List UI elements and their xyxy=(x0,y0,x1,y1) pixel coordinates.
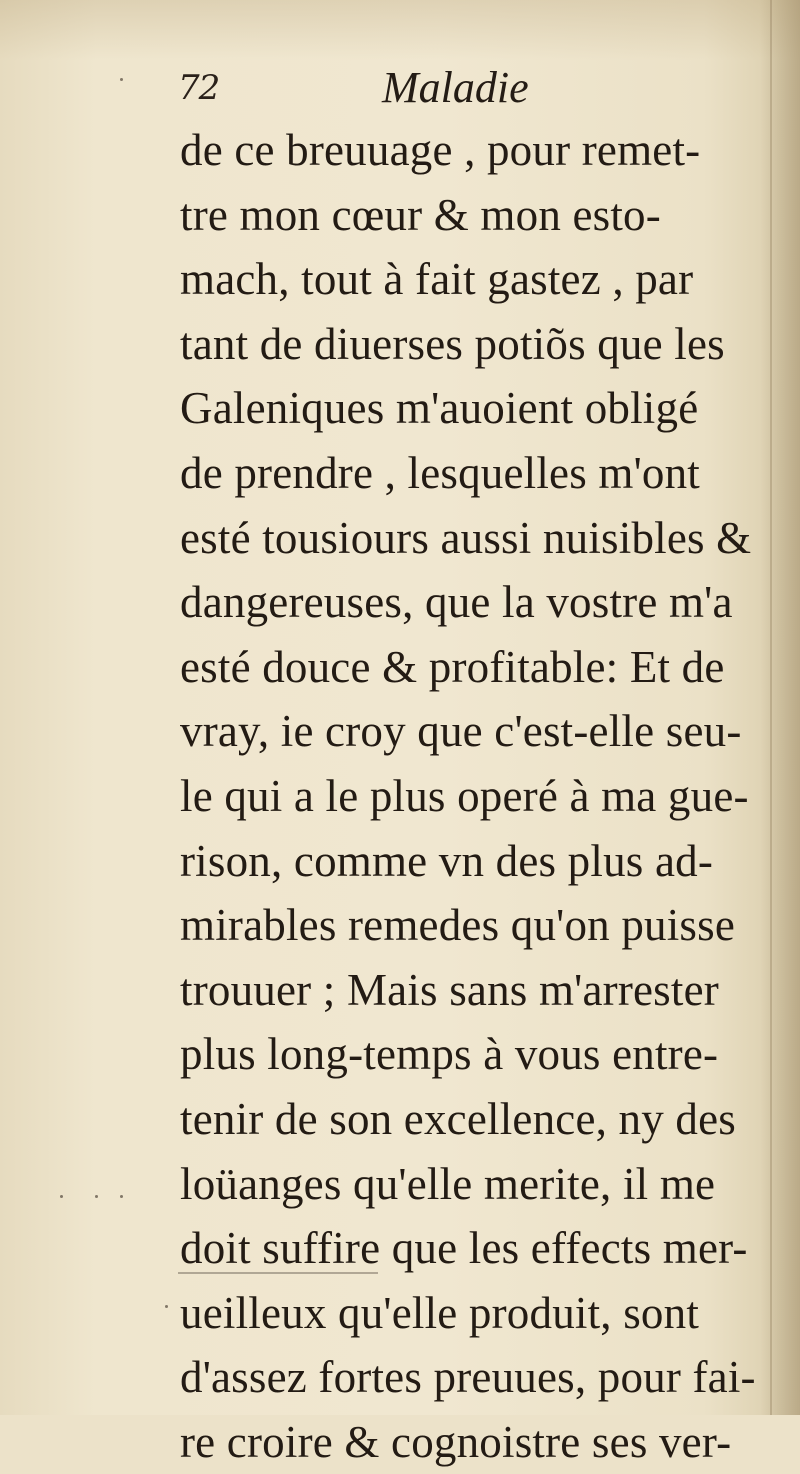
page-header xyxy=(178,62,758,118)
text-line: de ce breuuage , pour remet- xyxy=(180,125,701,175)
text-line: rison, comme vn des plus ad- xyxy=(180,835,714,886)
text-line: Galeniques m'auoient obligé xyxy=(180,383,699,434)
text-line: trouuer ; Mais sans m'arrester xyxy=(180,964,719,1015)
text-line: d'assez fortes preuues, pour fai- xyxy=(180,1352,756,1403)
text-line: le qui a le plus operé à ma gue- xyxy=(180,770,749,821)
page-gutter-line xyxy=(770,0,772,1415)
text-line: plus long-temps à vous entre- xyxy=(180,1029,719,1080)
text-line: tre mon cœur & mon esto- xyxy=(180,189,661,240)
ink-speck xyxy=(60,1195,63,1198)
text-line: loüanges qu'elle merite, il me xyxy=(180,1158,716,1209)
bottom-rule xyxy=(178,1272,378,1274)
ink-speck xyxy=(120,1195,123,1198)
text-line: esté tousiours aussi nuisibles & xyxy=(180,512,752,563)
text-line: tant de diuerses potiõs que les xyxy=(180,318,725,369)
ink-speck xyxy=(95,1195,98,1198)
text-line: tenir de son excellence, ny des xyxy=(180,1093,736,1144)
text-line: doit suffire que les effects mer- xyxy=(180,1223,748,1274)
ink-speck xyxy=(120,78,123,81)
text-line: vray, ie croy que c'est-elle seu- xyxy=(180,706,742,757)
body-text xyxy=(180,118,770,1474)
ink-speck xyxy=(165,1305,168,1308)
text-line: esté douce & profitable: Et de xyxy=(180,641,725,692)
text-line: ueilleux qu'elle produit, sont xyxy=(180,1287,700,1338)
text-line: mirables remedes qu'on puisse xyxy=(180,900,736,951)
text-line: dangereuses, que la vostre m'a xyxy=(180,577,733,628)
text-line: mach, tout à fait gastez , par xyxy=(180,254,694,305)
running-head: Maladie xyxy=(382,63,529,112)
page-top-stain xyxy=(0,0,800,60)
text-line: de prendre , lesquelles m'ont xyxy=(180,447,701,498)
page-number: 72 xyxy=(178,68,220,108)
text-line: re croire & cognoistre ses ver- xyxy=(180,1416,732,1467)
